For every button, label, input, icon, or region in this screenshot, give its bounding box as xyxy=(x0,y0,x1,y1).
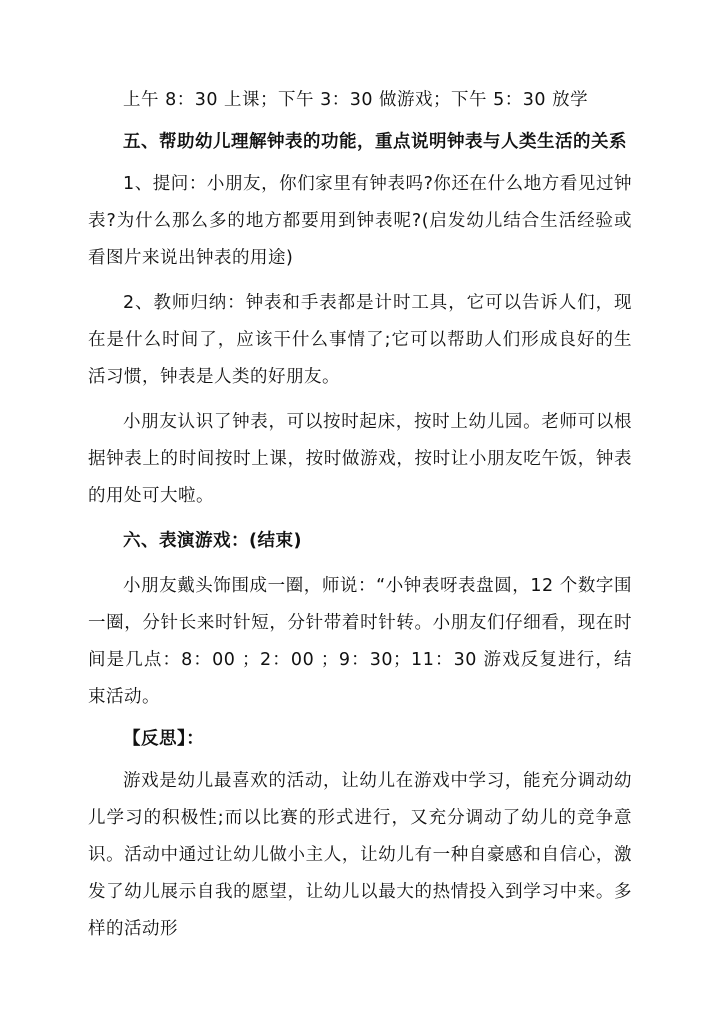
section-heading-6: 六、表演游戏：(结束) xyxy=(123,531,302,551)
clock-use-paragraph: 小朋友认识了钟表，可以按时起床，按时上幼儿园。老师可以根据钟表上的时间按时上课，按时做游戏，按时让小朋友吃午饭，钟表的用处可大啦。 xyxy=(88,412,632,506)
summary-paragraph: 2、教师归纳：钟表和手表都是计时工具，它可以告诉人们，现在是什么时间了，应该干什么事情了;它可以帮助人们形成良好的生活习惯，钟表是人类的好朋友。 xyxy=(88,293,632,387)
game-paragraph: 小朋友戴头饰围成一圈，师说：“小钟表呀表盘圆，12 个数字围一圈，分针长来时针短，分针带着时针转。小朋友们仔细看，现在时间是几点：8：00 ；2：00 ；9：30；11：30 游戏反复进行，结束活动。 xyxy=(88,576,632,707)
question-paragraph: 1、提问：小朋友，你们家里有钟表吗?你还在什么地方看见过钟表?为什么那么多的地方都要用到钟表呢?(启发幼儿结合生活经验或看图片来说出钟表的用途) xyxy=(88,174,632,268)
section-heading-5: 五、帮助幼儿理解钟表的功能，重点说明钟表与人类生活的关系 xyxy=(123,132,627,152)
schedule-paragraph: 上午 8：30 上课；下午 3：30 做游戏；下午 5：30 放学 xyxy=(123,90,589,110)
reflection-paragraph: 游戏是幼儿最喜欢的活动，让幼儿在游戏中学习，能充分调动幼儿学习的积极性;而以比赛的形式进行，又充分调动了幼儿的竞争意识。活动中通过让幼儿做小主人，让幼儿有一种自豪感和自信心，激发了幼儿展示自我的愿望，让幼儿以最大的热情投入到学习中来。多样的活动形 xyxy=(88,771,632,939)
reflection-heading: 【反思】： xyxy=(123,729,205,749)
